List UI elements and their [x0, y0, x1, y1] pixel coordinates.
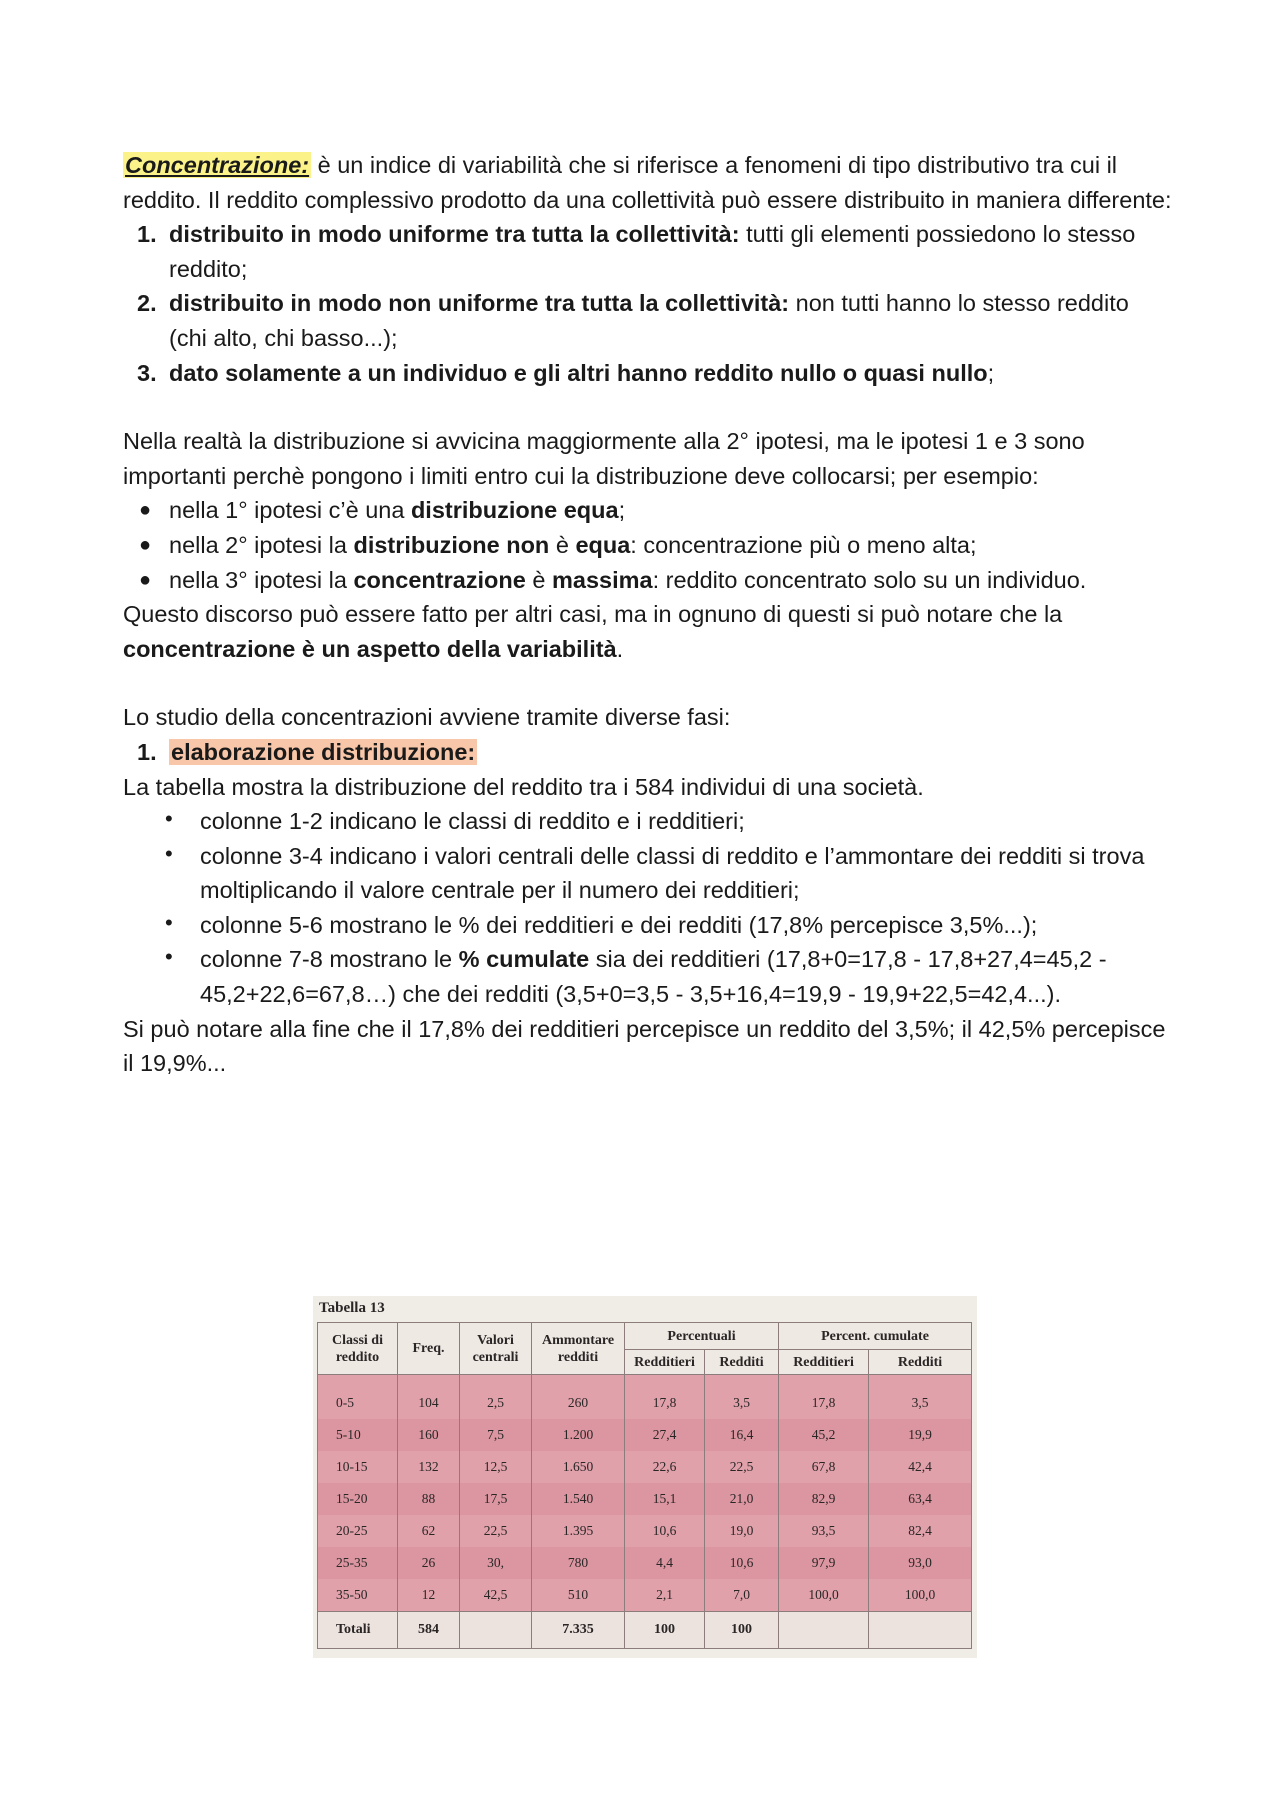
table-cell: 1.200 — [532, 1419, 625, 1451]
bullet-icon: • — [165, 909, 173, 935]
table-cell: 21,0 — [705, 1483, 779, 1515]
table-cell: 19,0 — [705, 1515, 779, 1547]
table-cell: 88 — [398, 1483, 460, 1515]
table-cell: 160 — [398, 1419, 460, 1451]
list-item: 3. dato solamente a un individuo e gli altri hanno reddito nullo o quasi nullo; — [137, 359, 995, 386]
header-classi: Classi di reddito — [318, 1323, 398, 1375]
distribution-cases-list — [123, 217, 1173, 390]
conclusion-paragraph: Si può notare alla fine che il 17,8% dei redditieri percepisce un reddito del 3,5%; il 42,5% percepisce il 19,9%... — [123, 1015, 1166, 1077]
table-cell: 584 — [398, 1612, 460, 1649]
table-cell: 17,8 — [625, 1375, 705, 1420]
table-cell: Totali — [318, 1612, 398, 1649]
header-redditi-cum: Redditi — [869, 1350, 972, 1375]
table-cell: 2,5 — [460, 1375, 532, 1420]
table-cell: 42,5 — [460, 1579, 532, 1612]
table-cell: 100 — [625, 1612, 705, 1649]
table-cell: 42,4 — [869, 1451, 972, 1483]
table-cell: 780 — [532, 1547, 625, 1579]
table-cell: 19,9 — [869, 1419, 972, 1451]
list-item: • colonne 5-6 mostrano le % dei redditieri e dei redditi (17,8% percepisce 3,5%...); — [123, 908, 1173, 943]
table-cell: 45,2 — [779, 1419, 869, 1451]
table-row — [318, 1579, 972, 1612]
bullet-icon: • — [165, 806, 173, 832]
totals-row — [318, 1612, 972, 1649]
table-cell: 35-50 — [318, 1579, 398, 1612]
document-body — [123, 148, 1173, 1081]
table-cell: 82,9 — [779, 1483, 869, 1515]
table-cell: 5-10 — [318, 1419, 398, 1451]
table-cell: 104 — [398, 1375, 460, 1420]
table-cell — [779, 1612, 869, 1649]
bullet-icon: ● — [139, 568, 152, 591]
table-row — [318, 1375, 972, 1420]
variability-paragraph: Questo discorso può essere fatto per altri casi, ma in ognuno di questi si può notare che la concentrazione è un aspetto della variabilità. — [123, 601, 1063, 662]
table-cell: 67,8 — [779, 1451, 869, 1483]
table-cell: 4,4 — [625, 1547, 705, 1579]
header-freq: Freq. — [398, 1323, 460, 1375]
term-concentrazione: Concentrazione: — [125, 152, 310, 178]
table-cell: 7,0 — [705, 1579, 779, 1612]
table-cell: 17,5 — [460, 1483, 532, 1515]
table-row — [318, 1419, 972, 1451]
header-cumulate: Percent. cumulate — [779, 1323, 972, 1350]
header-redditieri: Redditieri — [625, 1350, 705, 1375]
table-row — [318, 1515, 972, 1547]
table-cell: 260 — [532, 1375, 625, 1420]
table-cell: 30, — [460, 1547, 532, 1579]
header-valori: Valori centrali — [460, 1323, 532, 1375]
table-row — [318, 1451, 972, 1483]
table-cell — [869, 1612, 972, 1649]
table-cell: 100 — [705, 1612, 779, 1649]
table-cell: 10,6 — [625, 1515, 705, 1547]
table-cell: 26 — [398, 1547, 460, 1579]
table-cell: 10-15 — [318, 1451, 398, 1483]
table-cell: 15,1 — [625, 1483, 705, 1515]
table-cell: 25-35 — [318, 1547, 398, 1579]
table-cell: 82,4 — [869, 1515, 972, 1547]
list-item: 1. distribuito in modo uniforme tra tutta la collettività: tutti gli elementi possiedono lo stesso reddito; — [137, 221, 1136, 282]
table-row — [318, 1547, 972, 1579]
phases-intro: Lo studio della concentrazioni avviene tramite diverse fasi: — [123, 704, 731, 731]
table-cell: 1.395 — [532, 1515, 625, 1547]
columns-bullets — [123, 804, 1173, 1012]
table-image — [313, 1296, 977, 1658]
table-cell: 10,6 — [705, 1547, 779, 1579]
table-cell: 12 — [398, 1579, 460, 1612]
intro-paragraph: Concentrazione: è un indice di variabilità che si riferisce a fenomeni di tipo distributivo tra cui il reddito. Il reddito complessivo prodotto da una collettività può essere distribuito in maniera differente: — [123, 152, 1172, 213]
list-item: ● nella 2° ipotesi la distribuzione non è equa: concentrazione più o meno alta; — [123, 528, 1173, 563]
table-cell: 1.650 — [532, 1451, 625, 1483]
table-cell: 3,5 — [705, 1375, 779, 1420]
list-item: ● nella 1° ipotesi c’è una distribuzione equa; — [123, 493, 1173, 528]
income-distribution-table — [317, 1322, 972, 1649]
phase-label: elaborazione distribuzione: — [171, 738, 476, 765]
list-item: • colonne 3-4 indicano i valori centrali delle classi di reddito e l’ammontare dei redditi si trova moltiplicando il valore centrale per il numero dei redditieri; — [123, 839, 1173, 908]
table-cell: 15-20 — [318, 1483, 398, 1515]
table-cell: 7.335 — [532, 1612, 625, 1649]
reality-paragraph: Nella realtà la distribuzione si avvicina maggiormente alla 2° ipotesi, ma le ipotesi 1 e 3 sono importanti perchè pongono i limiti entro cui la distribuzione deve collocarsi; per esempio: — [123, 428, 1085, 489]
table-cell: 2,1 — [625, 1579, 705, 1612]
header-ammontare: Ammontare redditi — [532, 1323, 625, 1375]
table-cell: 7,5 — [460, 1419, 532, 1451]
bullet-icon: • — [165, 840, 173, 866]
table-cell: 27,4 — [625, 1419, 705, 1451]
table-cell: 16,4 — [705, 1419, 779, 1451]
table-cell — [460, 1612, 532, 1649]
table-title: Tabella 13 — [319, 1300, 385, 1316]
table-cell: 0-5 — [318, 1375, 398, 1420]
table-cell: 100,0 — [779, 1579, 869, 1612]
table-cell: 62 — [398, 1515, 460, 1547]
list-item: • colonne 7-8 mostrano le % cumulate sia dei redditieri (17,8+0=17,8 - 17,8+27,4=45,2 - 45,2+22,6=67,8…) che dei redditi (3,5+0=3,5 - 3,5+16,4=19,9 - 19,9+22,5=42,4...). — [123, 942, 1173, 1011]
list-item: ● nella 3° ipotesi la concentrazione è massima: reddito concentrato solo su un individuo. — [123, 563, 1173, 598]
table-cell: 20-25 — [318, 1515, 398, 1547]
table-cell: 17,8 — [779, 1375, 869, 1420]
table-cell: 132 — [398, 1451, 460, 1483]
table-cell: 93,5 — [779, 1515, 869, 1547]
bullet-icon: • — [165, 944, 173, 970]
table-row — [318, 1483, 972, 1515]
table-body — [318, 1375, 972, 1649]
table-intro: La tabella mostra la distribuzione del reddito tra i 584 individui di una società. — [123, 773, 924, 800]
table-cell: 22,5 — [460, 1515, 532, 1547]
table-cell: 12,5 — [460, 1451, 532, 1483]
bullet-icon: ● — [139, 533, 152, 556]
table-cell: 3,5 — [869, 1375, 972, 1420]
hypothesis-bullets — [123, 493, 1173, 597]
list-item: 1. elaborazione distribuzione: — [137, 738, 476, 765]
header-redditi: Redditi — [705, 1350, 779, 1375]
header-percentuali: Percentuali — [625, 1323, 779, 1350]
header-redditieri-cum: Redditieri — [779, 1350, 869, 1375]
table-cell: 22,5 — [705, 1451, 779, 1483]
list-item: • colonne 1-2 indicano le classi di reddito e i redditieri; — [123, 804, 1173, 839]
bullet-icon: ● — [139, 499, 152, 522]
table-cell: 100,0 — [869, 1579, 972, 1612]
phases-list — [123, 735, 1173, 770]
table-cell: 22,6 — [625, 1451, 705, 1483]
table-cell: 93,0 — [869, 1547, 972, 1579]
table-cell: 510 — [532, 1579, 625, 1612]
list-item: 2. distribuito in modo non uniforme tra tutta la collettività: non tutti hanno lo stesso reddito (chi alto, chi basso...); — [137, 290, 1129, 351]
table-cell: 63,4 — [869, 1483, 972, 1515]
table-cell: 1.540 — [532, 1483, 625, 1515]
table-cell: 97,9 — [779, 1547, 869, 1579]
